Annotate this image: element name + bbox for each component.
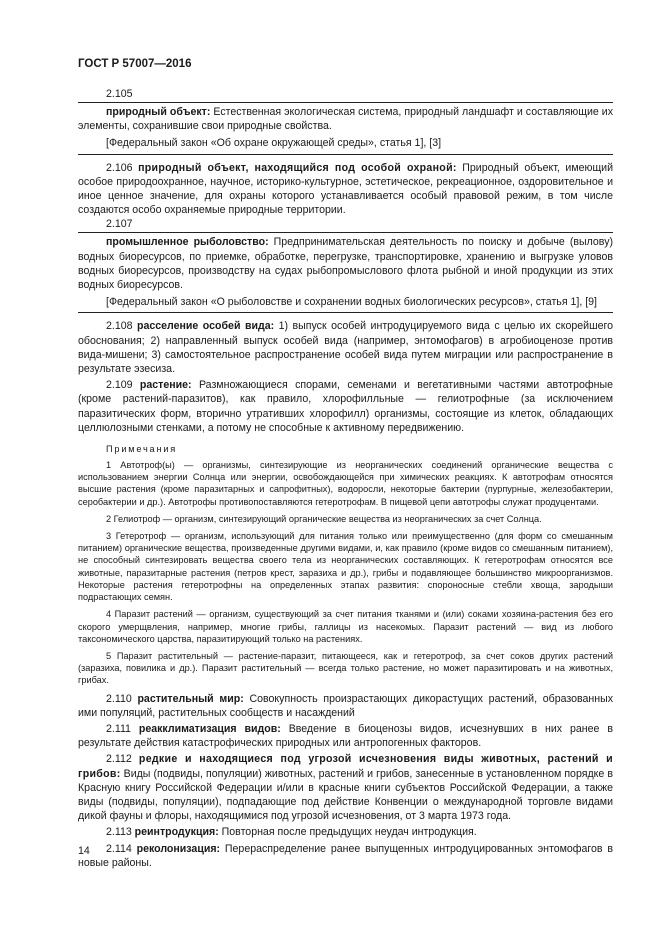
entry-number-2-105: 2.105	[106, 88, 133, 100]
term: расселение особей вида:	[137, 320, 275, 333]
entry-2-108	[78, 319, 613, 376]
definition: Виды (подвиды, популяции) животных, растений и грибов, занесенные в установленном порядке в Красную книгу Российской Федерации и/или в красные книги субъектов Российской Федерации, а также виды (подвиды, популяции), подпадающие под действие Конвенции о международной торговле видами дикой фауны и флоры, находящимися под угрозой исчезновения, от 3 марта 1973 года.	[78, 767, 613, 823]
entry-number: 2.106	[106, 161, 139, 174]
note-5: 5 Паразит растительный — растение-паразит, питающееся, как и гетеротроф, за счет соков других растений (заразиха, повилика и др.). Паразит растительный — всегда только растение, но может паразитировать и на животных, грибах.	[78, 650, 613, 686]
entry-number: 2.111	[106, 722, 139, 735]
document-header: ГОСТ Р 57007—2016	[78, 58, 192, 70]
citation-box-2-105	[78, 102, 613, 155]
entry-2-112	[78, 752, 613, 823]
entry-number: 2.113	[106, 826, 135, 839]
definition: Перераспределение ранее выпущенных интродуцированных энтомофагов в новые районы.	[78, 842, 614, 869]
term: природный объект:	[106, 106, 211, 118]
source-reference: [Федеральный закон «О рыболовстве и сохранении водных биологических ресурсов», статья 1], [9]	[106, 296, 598, 309]
entry-2-111	[78, 722, 613, 750]
definition: Естественная экологическая система, природный ландшафт и составляющие их элементы, сохранившие свои природные свойства.	[78, 106, 613, 133]
definition: Природный объект, имеющий особое природоохранное, научное, историко-культурное, эстетическое, рекреационное, оздоровительное и иное ценное значение, для охраны которого устанавливается особый правовой режим, в том числе создаются особо охраняемые природные территории.	[78, 161, 613, 217]
definition: 1) выпуск особей интродуцируемого вида с целью их скорейшего обоснования; 2) направленный выпуск особей вида (например, энтомофагов) в агробиоценозе против вида-мишени; 3) самостоятельное распространение особей вида путем миграции или распространение в результате эзесиза.	[78, 320, 613, 376]
entry-number: 2.109	[106, 379, 140, 392]
term: растительный мир:	[137, 692, 244, 705]
page-number: 14	[78, 845, 90, 857]
definition: Предпринимательская деятельность по поиску и добыче (вылову) водных биоресурсов, по приемке, обработке, перегрузке, транспортировке, хранению и выгрузке уловов водных биоресурсов, производству на судах рыбопромыслового флота рыбной и иной продукции из этих водных биоресурсов.	[78, 236, 614, 292]
entry-number-2-107: 2.107	[106, 218, 133, 231]
term: редкие и находящиеся под угрозой исчезновения виды животных, растений и грибов:	[78, 753, 613, 780]
definition: Совокупность произрастающих дикорастущих растений, образованных ими популяций, растительных сообществ и насаждений	[78, 692, 614, 719]
entry-number: 2.114	[106, 842, 137, 855]
entry-number: 2.108	[106, 320, 137, 333]
entry-number: 2.112	[106, 753, 139, 766]
term: реколонизация:	[136, 842, 221, 855]
entry-number: 2.110	[106, 692, 138, 705]
entry-2-107	[78, 235, 613, 292]
citation-box-2-107	[78, 232, 613, 313]
term: реинтродукция:	[134, 826, 219, 839]
term: реакклиматизация видов:	[138, 722, 281, 735]
definition: Введение в биоценозы видов, исчезнувших в них ранее в результате действия катастрофических природных или антропогенных факторов.	[78, 722, 613, 750]
entry-2-105	[78, 105, 613, 133]
entry-2-114	[78, 842, 613, 870]
term: промышленное рыболовство:	[106, 236, 269, 249]
note-4: 4 Паразит растений — организм, существующий за счет питания тканями и (или) соками хозяина-растения без его скорого умерщвления, например, многие грибы, галлицы из насекомых. Паразит растений — вид из любого таксономического царства, паразитирующий только на растениях.	[78, 609, 613, 644]
note-3: 3 Гетеротроф — организм, использующий для питания только или преимущественно (для форм со смешанным питанием) органические вещества, произведенные другими видами, и, как правило (кроме видов со смешанным питанием), не способный синтезировать вещества своего тела из неорганических составляющих. К гетеротрофам относятся все животные, паразитарные растения (петров крест, заразиха и др.), грибы и подавляющее большинство микроорганизмов. Некоторые растения гетеротрофны на определенных этапах развития: спороносные стебли хвоща, зародыши подрастающих семян.	[78, 531, 613, 603]
entry-2-109	[78, 378, 613, 435]
entry-2-113	[78, 825, 613, 839]
definition: Повторная после предыдущих неудач интродукция.	[218, 826, 477, 839]
entry-2-110	[78, 692, 613, 720]
source-reference: [Федеральный закон «Об охране окружающей среды», статья 1], [3]	[106, 137, 442, 150]
term: природный объект, находящийся под особой охраной:	[138, 161, 457, 174]
entry-2-106	[78, 161, 613, 218]
note-1: 1 Автотроф(ы) — организмы, синтезирующие из неорганических соединений органические вещества с использованием энергии Солнца или энергии, освобождающейся при химических реакциях. К автотрофам относятся высшие растения (кроме паразитарных и сапрофитных), водоросли, некоторые бактерии (пурпурные, железобактерии, серобактерии и др.). Автотрофы противопоставляются гетеротрофам. В пищевой цепи автотрофы служат продуцентами.	[78, 460, 613, 507]
definition: Размножающиеся спорами, семенами и вегетативными частями автотрофные (кроме растений-паразитов), как правило, хлорофилльные — гелиотрофные (за исключением паразитических форм, вторично утративших хлорофилл) организмы, состоящие из клеток, обладающих целлюлозными стенками, а потому не способные к активному передвижению.	[78, 379, 613, 434]
notes-heading: Примечания	[106, 444, 178, 455]
note-2: 2 Гелиотроф — организм, синтезирующий органические вещества из неорганических за счет Солнца.	[106, 513, 542, 524]
term: растение:	[139, 379, 192, 392]
